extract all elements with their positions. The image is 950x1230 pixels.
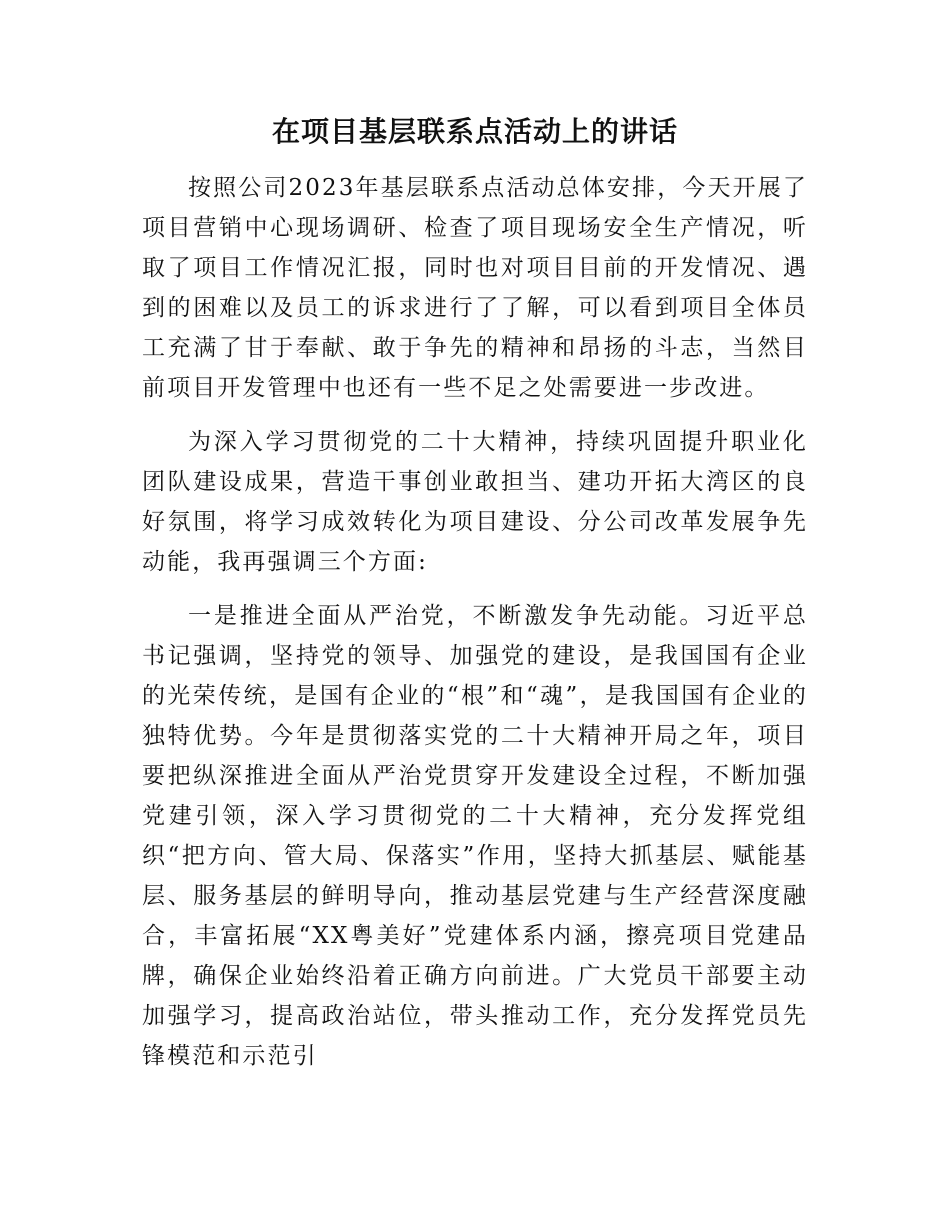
- paragraph-emphasis: 为深入学习贯彻党的二十大精神，持续巩固提升职业化团队建设成果，营造干事创业敢担当、建功开拓大湾区的良好氛围，将学习成效转化为项目建设、分公司改革发展争先动能，我再强调三个方面:: [142, 429, 808, 575]
- document-title: 在项目基层联系点活动上的讲话: [271, 115, 678, 148]
- paragraph-intro: 按照公司2023年基层联系点活动总体安排，今天开展了项目营销中心现场调研、检查了项目现场安全生产情况，听取了项目工作情况汇报，同时也对项目目前的开发情况、遇到的困难以及员工的诉求进行了了解，可以看到项目全体员工充满了甘于奉献、敢于争先的精神和昂扬的斗志，当然目前项目开发管理中也还有一些不足之处需要进一步改进。: [142, 175, 808, 401]
- document-body: [142, 168, 808, 1076]
- paragraph-point-one: 一是推进全面从严治党，不断激发争先动能。习近平总书记强调，坚持党的领导、加强党的建设，是我国国有企业的光荣传统，是国有企业的“根”和“魂”，是我国国有企业的独特优势。今年是贯彻落实党的二十大精神开局之年，项目要把纵深推进全面从严治党贯穿开发建设全过程，不断加强党建引领，深入学习贯彻党的二十大精神，充分发挥党组织“把方向、管大局、保落实”作用，坚持大抓基层、赋能基层、服务基层的鲜明导向，推动基层党建与生产经营深度融合，丰富拓展“XX粤美好”党建体系内涵，擦亮项目党建品牌，确保企业始终沿着正确方向前进。广大党员干部要主动加强学习，提高政治站位，带头推动工作，充分发挥党员先锋模范和示范引: [142, 603, 808, 1069]
